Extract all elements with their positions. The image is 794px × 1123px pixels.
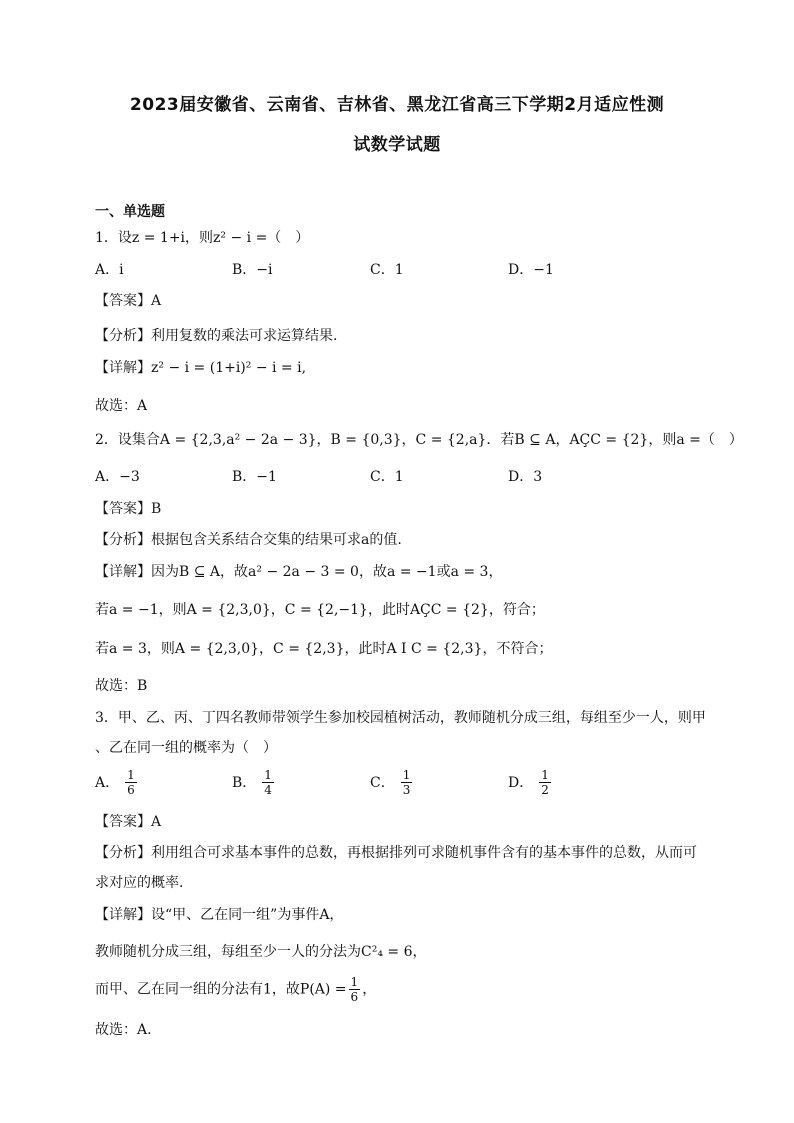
q3-analysis-line2: 求对应的概率.: [95, 875, 184, 891]
q3-option-c-den: 3: [402, 783, 411, 797]
q3-option-a-frac: [125, 768, 137, 797]
q1-answer: 【答案】A: [95, 293, 162, 309]
q3-detail-line1: 【详解】设“甲、乙在同一组”为事件A，: [95, 907, 344, 923]
q2-detail: 【详解】因为B ⊆ A，故a² − 2a − 3 = 0，故a = −1或a = 3，: [95, 564, 503, 580]
q3-option-a-label: A．: [95, 774, 120, 791]
q2-stem: 2．设集合A = {2,3,a² − 2a − 3}，B = {0,3}，C = {2,a}．若B ⊆ A，AÇC = {2}，则a =（ ）: [95, 432, 743, 448]
q3-answer: 【答案】A: [95, 814, 162, 830]
q3-option-a-num: 1: [127, 768, 135, 782]
q3-option-d-num: 1: [541, 768, 549, 782]
doc-title-line2: 试数学试题: [353, 135, 441, 155]
q2-choose: 故选：B: [95, 678, 148, 694]
q3-prob-num: 1: [350, 975, 359, 989]
q2-option-c: C．1: [370, 469, 404, 485]
q3-option-b-frac: [262, 768, 274, 797]
q3-option-d: [508, 768, 553, 797]
q2-case2: 若a = 3，则A = {2,3,0}，C = {2,3}，此时A I C = {2,3}，不符合；: [95, 641, 553, 657]
q1-option-d: D．−1: [508, 262, 554, 278]
q3-option-a-den: 6: [127, 783, 135, 797]
q3-option-b-label: B．: [232, 774, 257, 791]
q3-prob-frac: [349, 975, 361, 1004]
q3-choose: 故选：A.: [95, 1022, 152, 1038]
q3-detail-line2: 教师随机分成三组，每组至少一人的分法为C²₄ = 6，: [95, 944, 427, 960]
q3-option-c-frac: [401, 768, 413, 797]
q3-option-c-label: C．: [370, 774, 395, 791]
q3-stem-line2: 、乙在同一组的概率为（ ）: [95, 740, 277, 756]
doc-title-line1: 2023届安徽省、云南省、吉林省、黑龙江省高三下学期2月适应性测: [129, 95, 665, 115]
q2-answer: 【答案】B: [95, 501, 162, 517]
q2-option-b: B．−1: [232, 469, 277, 485]
q3-detail-line3: [95, 975, 376, 1004]
q3-option-d-label: D．: [508, 774, 534, 791]
q1-choose: 故选：A: [95, 398, 148, 414]
q2-analysis: 【分析】根据包含关系结合交集的结果可求a的值.: [95, 532, 402, 548]
q3-prob-den: 6: [350, 990, 359, 1004]
q1-option-b: B．−i: [232, 262, 273, 278]
q3-option-b-num: 1: [264, 768, 272, 782]
q3-option-c: [370, 768, 414, 797]
q3-analysis-line1: 【分析】利用组合可求基本事件的总数，再根据排列可求随机事件含有的基本事件的总数，从而可: [95, 845, 697, 861]
q1-detail: 【详解】z² − i = (1+i)² − i = i,: [95, 360, 307, 376]
q3-stem-line1: 3．甲、乙、丙、丁四名教师带领学生参加校园植树活动，教师随机分成三组，每组至少一人，则甲: [95, 710, 706, 726]
q3-option-d-den: 2: [541, 783, 549, 797]
q2-option-a: A．−3: [95, 469, 140, 485]
q3-detail-line3-post: ，: [362, 981, 377, 998]
q1-analysis: 【分析】利用复数的乘法可求运算结果.: [95, 328, 338, 344]
q3-option-a: [95, 768, 139, 797]
q2-case1: 若a = −1，则A = {2,3,0}，C = {2,−1}，此时AÇC = {2}，符合；: [95, 602, 545, 618]
q3-detail-line3-text: 而甲、乙在同一组的分法有1，故P(A) =: [95, 981, 347, 998]
q3-option-b-den: 4: [264, 783, 272, 797]
q1-option-c: C．1: [370, 262, 404, 278]
section-heading: 一、单选题: [95, 204, 165, 220]
q3-option-d-frac: [539, 768, 551, 797]
q3-option-c-num: 1: [402, 768, 411, 782]
q2-option-d: D．3: [508, 469, 543, 485]
q1-option-a: A．i: [95, 262, 124, 278]
q3-option-b: [232, 768, 276, 797]
q1-stem: 1．设z = 1+i，则z² − i =（ ）: [95, 230, 310, 246]
